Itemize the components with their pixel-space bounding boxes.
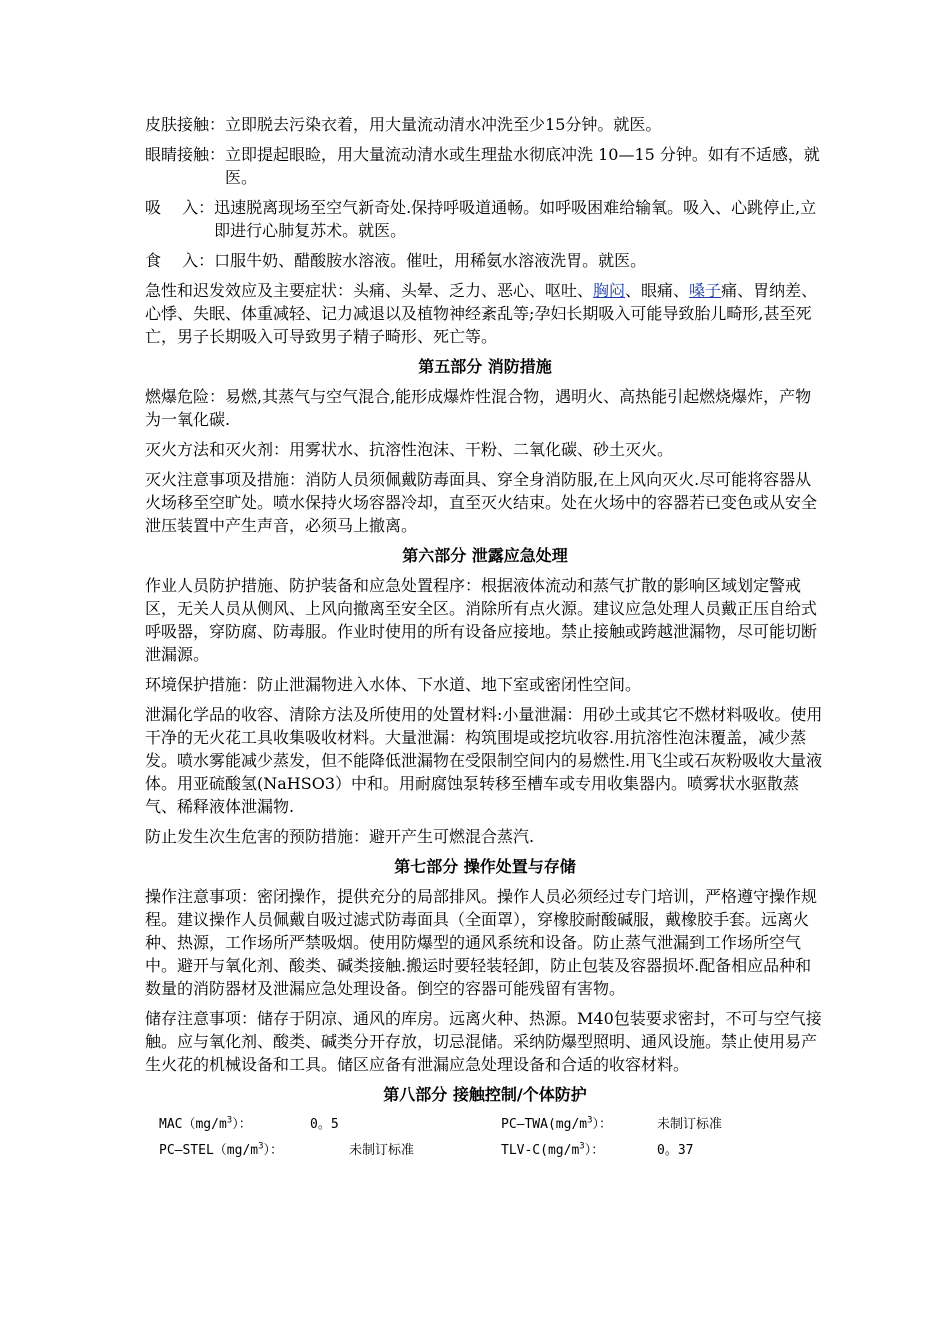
exposure-limits-table bbox=[145, 1113, 825, 1165]
pctwa-value: 未制订标准 bbox=[657, 1117, 723, 1132]
chest-tightness-link[interactable]: 胸闷 bbox=[593, 281, 626, 300]
first-aid-eye bbox=[145, 143, 825, 189]
section6-paragraph-4: 防止发生次生危害的预防措施：避开产生可燃混合蒸汽. bbox=[145, 827, 535, 846]
section5-paragraph-3: 灭火注意事项及措施：消防人员须佩戴防毒面具、穿全身消防服,在上风向灭火.尽可能将容器从火场移至空旷处。喷水保持火场容器冷却，直至灭火结束。处在火场中的容器若已变色或从安全泄压装置中产生声音，必须马上撤离。 bbox=[145, 470, 818, 535]
ingest-label: 食 入： bbox=[145, 251, 215, 270]
section7-paragraph-2: 储存注意事项：储存于阴凉、通风的库房。远离火种、热源。M40包装要求密封，不可与空气接触。应与氧化剂、酸类、碱类分开存放，切忌混储。采纳防爆型照明、通风设施。禁止使用易产生火花的机械设备和工具。储区应备有泄漏应急处理设备和合适的收容材料。 bbox=[145, 1009, 822, 1074]
section7-heading: 第七部分 操作处置与存储 bbox=[394, 857, 576, 876]
eye-text: 立即提起眼睑，用大量流动清水或生理盐水彻底冲洗 10—15 分钟。如有不适感，就医。 bbox=[225, 145, 820, 187]
section5-paragraph-1: 燃爆危险：易燃,其蒸气与空气混合,能形成爆炸性混合物，遇明火、高热能引起燃烧爆炸，产物为一氧化碳. bbox=[145, 387, 812, 429]
section7-paragraph-1: 操作注意事项：密闭操作，提供充分的局部排风。操作人员必须经过专门培训，严格遵守操作规程。建议操作人员佩戴自吸过滤式防毒面具（全面罩），穿橡胶耐酸碱服，戴橡胶手套。远离火种、热源，工作场所严禁吸烟。使用防爆型的通风系统和设备。防止蒸气泄漏到工作场所空气中。避开与氧化剂、酸类、碱类接触.搬运时要轻装轻卸，防止包装及容器损坏.配备相应品种和数量的消防器材及泄漏应急处理设备。倒空的容器可能残留有害物。 bbox=[145, 887, 818, 998]
symptoms-text-1: 急性和迟发效应及主要症状：头痛、头晕、乏力、恶心、呕吐、 bbox=[145, 281, 594, 300]
pcstel-label: $PC—STEL(mg/m^3)$： bbox=[159, 1141, 284, 1158]
section6-paragraph-1: 作业人员防护措施、防护装备和应急处置程序：根据液体流动和蒸气扩散的影响区域划定警戒区，无关人员从侧风、上风向撤离至安全区。消除所有点火源。建议应急处理人员戴正压自给式呼吸器，穿防腐、防毒服。作业时使用的所有设备应接地。禁止接触或跨越泄漏物，尽可能切断泄漏源。 bbox=[145, 576, 818, 664]
pctwa-label: $PC—TWA(mg/m^3)$： bbox=[501, 1115, 613, 1132]
skin-text: 立即脱去污染衣着，用大量流动清水冲洗至少15分钟。就医。 bbox=[225, 115, 662, 134]
inhale-text: 迅速脱离现场至空气新奇处.保持呼吸道通畅。如呼吸困难给输氧。吸入、心跳停止,立即进行心肺复苏术。就医。 bbox=[214, 198, 817, 240]
section5-heading: 第五部分 消防措施 bbox=[418, 357, 552, 376]
throat-link[interactable]: 嗓子 bbox=[689, 281, 722, 300]
section6-paragraph-2: 环境保护措施：防止泄漏物进入水体、下水道、地下室或密闭性空间。 bbox=[145, 675, 642, 694]
symptoms-text-3: 痛、胃纳差、心悸、失眠、体重减轻、记力减退以及植物神经紊乱等;孕妇长期吸入可能导致胎儿畸形,甚至死亡，男子长期吸入可导致男子精子畸形、死亡等。 bbox=[145, 281, 818, 346]
first-aid-skin bbox=[145, 113, 825, 136]
section8-heading: 第八部分 接触控制/个体防护 bbox=[383, 1085, 587, 1104]
tlvc-label: TLV-$C(mg/m^3)$： bbox=[501, 1141, 605, 1158]
first-aid-inhale bbox=[145, 196, 825, 242]
eye-label: 眼睛接触： bbox=[145, 145, 226, 164]
inhale-label: 吸 入： bbox=[145, 198, 215, 217]
pcstel-value: 未制订标准 bbox=[349, 1143, 415, 1158]
section5-paragraph-2: 灭火方法和灭火剂：用雾状水、抗溶性泡沫、干粉、二氧化碳、砂土灭火。 bbox=[145, 440, 674, 459]
document-body bbox=[145, 113, 825, 1165]
section6-heading: 第六部分 泄露应急处理 bbox=[402, 546, 568, 565]
mac-label: $MAC(mg/m^3)$： bbox=[159, 1115, 252, 1132]
ingest-text: 口服牛奶、醋酸胺水溶液。催吐，用稀氨水溶液洗胃。就医。 bbox=[214, 251, 647, 270]
tlvc-value: 0。37 bbox=[657, 1143, 694, 1158]
symptoms-text-2: 、眼痛、 bbox=[625, 281, 690, 300]
mac-value: 0。5 bbox=[310, 1117, 339, 1132]
skin-label: 皮肤接触： bbox=[145, 115, 226, 134]
symptoms-paragraph bbox=[145, 279, 825, 348]
first-aid-ingest bbox=[145, 249, 825, 272]
section6-paragraph-3: 泄漏化学品的收容、清除方法及所使用的处置材料:小量泄漏：用砂土或其它不燃材料吸收。使用干净的无火花工具收集吸收材料。大量泄漏：构筑围堤或挖坑收容.用抗溶性泡沫覆盖，减少蒸发。喷水雾能减少蒸发，但不能降低泄漏物在受限制空间内的易燃性.用飞尘或石灰粉吸收大量液体。用亚硫酸氢(NaHSO3）中和。用耐腐蚀泵转移至槽车或专用收集器内。喷雾状水驱散蒸气、稀释液体泄漏物. bbox=[145, 705, 823, 816]
